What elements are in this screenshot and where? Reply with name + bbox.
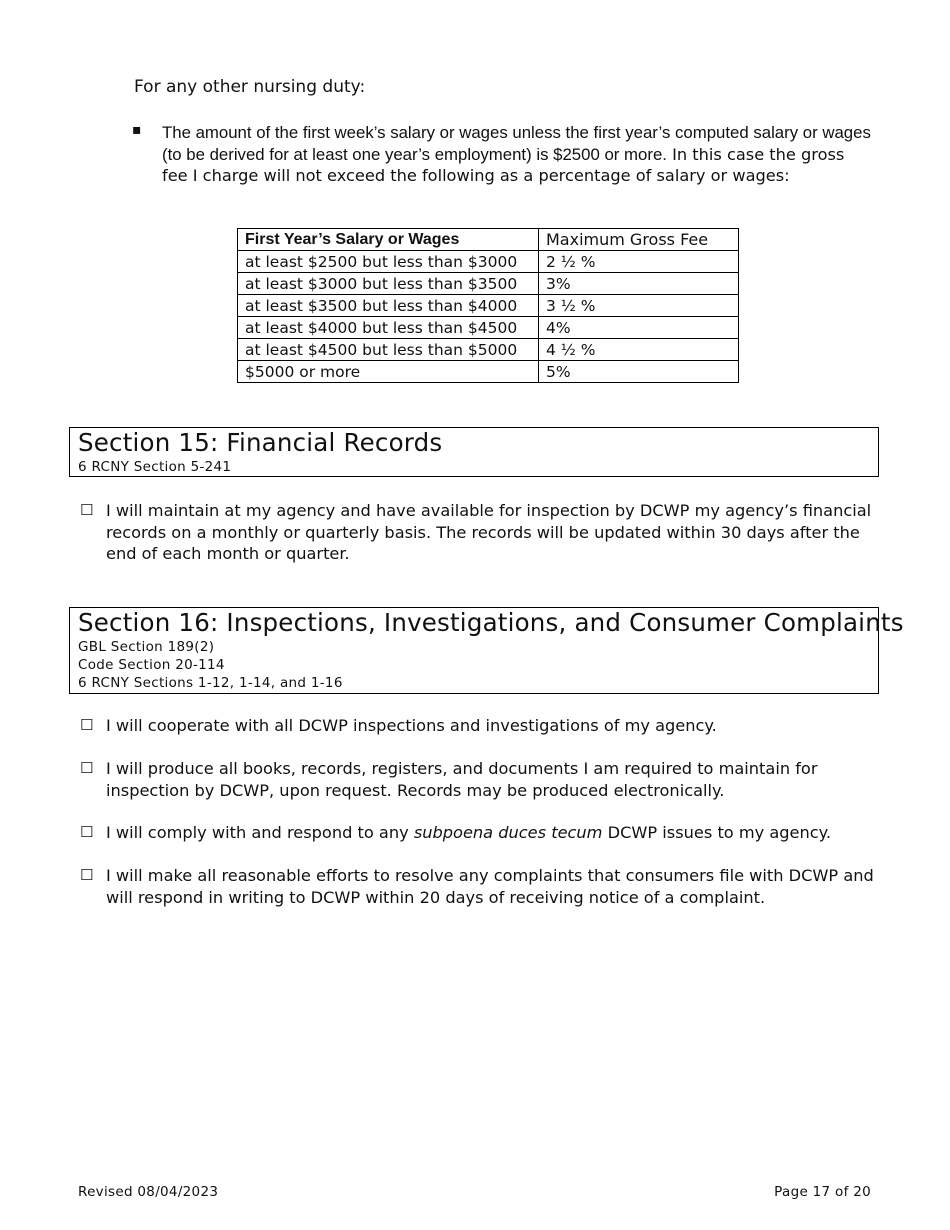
checklist-item-text: I will maintain at my agency and have available for inspection by DCWP my agency’s financial records on a monthly or quarterly basis. The records will be updated within 30 days after the end of each month or quarter. — [106, 501, 872, 563]
salary-cell: $5000 or more — [238, 361, 539, 383]
fee-table-header-row — [238, 229, 739, 251]
checkbox-icon[interactable]: ☐ — [80, 716, 94, 734]
checklist-item-text: I will produce all books, records, registers, and documents I am required to maintain for inspection by DCWP, upon request. Records may be produced electronically. — [106, 759, 818, 800]
intro-text: For any other nursing duty: — [134, 77, 366, 97]
bullet-marker: ▪ — [132, 122, 142, 138]
salary-cell: at least $3500 but less than $4000 — [238, 295, 539, 317]
fee-cell: 4 ½ % — [539, 339, 739, 361]
section-15-citation: 6 RCNY Section 5-241 — [78, 459, 232, 475]
section-16-citation: GBL Section 189(2) — [78, 639, 215, 655]
table-row — [238, 273, 739, 295]
fee-table — [237, 228, 739, 383]
checklist-item-text: I will make all reasonable efforts to resolve any complaints that consumers file with DCWP and will respond in writing to DCWP within 20 days of receiving notice of a complaint. — [106, 866, 874, 907]
section-16-title: Section 16: Inspections, Investigations, and Consumer Complaints — [78, 608, 904, 637]
table-row — [238, 317, 739, 339]
fee-table-header-fee: Maximum Gross Fee — [539, 229, 739, 251]
salary-cell: at least $4000 but less than $4500 — [238, 317, 539, 339]
fee-cell: 3% — [539, 273, 739, 295]
subpoena-text-before: I will comply with and respond to any — [106, 823, 414, 842]
bullet-text — [162, 122, 874, 187]
section-16-citation: Code Section 20-114 — [78, 657, 225, 673]
checkbox-icon[interactable]: ☐ — [80, 759, 94, 777]
fee-cell: 4% — [539, 317, 739, 339]
footer-revised-date: Revised 08/04/2023 — [78, 1184, 219, 1200]
checklist-item-text — [106, 822, 876, 844]
section-15-title: Section 15: Financial Records — [78, 428, 443, 457]
subpoena-text-italic: subpoena duces tecum — [413, 823, 603, 842]
salary-cell: at least $2500 but less than $3000 — [238, 251, 539, 273]
checkbox-icon[interactable]: ☐ — [80, 501, 94, 519]
checkbox-icon[interactable]: ☐ — [80, 823, 94, 841]
fee-cell: 2 ½ % — [539, 251, 739, 273]
footer-page-number: Page 17 of 20 — [774, 1184, 871, 1200]
checklist-item-text: I will cooperate with all DCWP inspections and investigations of my agency. — [106, 716, 717, 735]
section-16-citation: 6 RCNY Sections 1-12, 1-14, and 1-16 — [78, 675, 343, 691]
salary-cell: at least $3000 but less than $3500 — [238, 273, 539, 295]
salary-cell: at least $4500 but less than $5000 — [238, 339, 539, 361]
bullet-text-part-a: The amount of the first week’s salary or wages unless the first year’s computed salary or wages (to be derived for at least one year’s employment) is $2500 or more. — [162, 123, 871, 164]
table-row — [238, 339, 739, 361]
table-row — [238, 295, 739, 317]
table-row — [238, 361, 739, 383]
section-16-header — [69, 607, 904, 694]
checkbox-icon[interactable]: ☐ — [80, 866, 94, 884]
fee-table-header-salary: First Year’s Salary or Wages — [238, 229, 539, 251]
fee-cell: 3 ½ % — [539, 295, 739, 317]
section-15-header — [69, 427, 879, 477]
subpoena-text-after: DCWP issues to my agency. — [602, 823, 832, 842]
table-row — [238, 251, 739, 273]
fee-cell: 5% — [539, 361, 739, 383]
bullet-text-part-b: In this case the gross fee I charge will not exceed the following as a percentage of salary or wages: — [162, 144, 845, 185]
